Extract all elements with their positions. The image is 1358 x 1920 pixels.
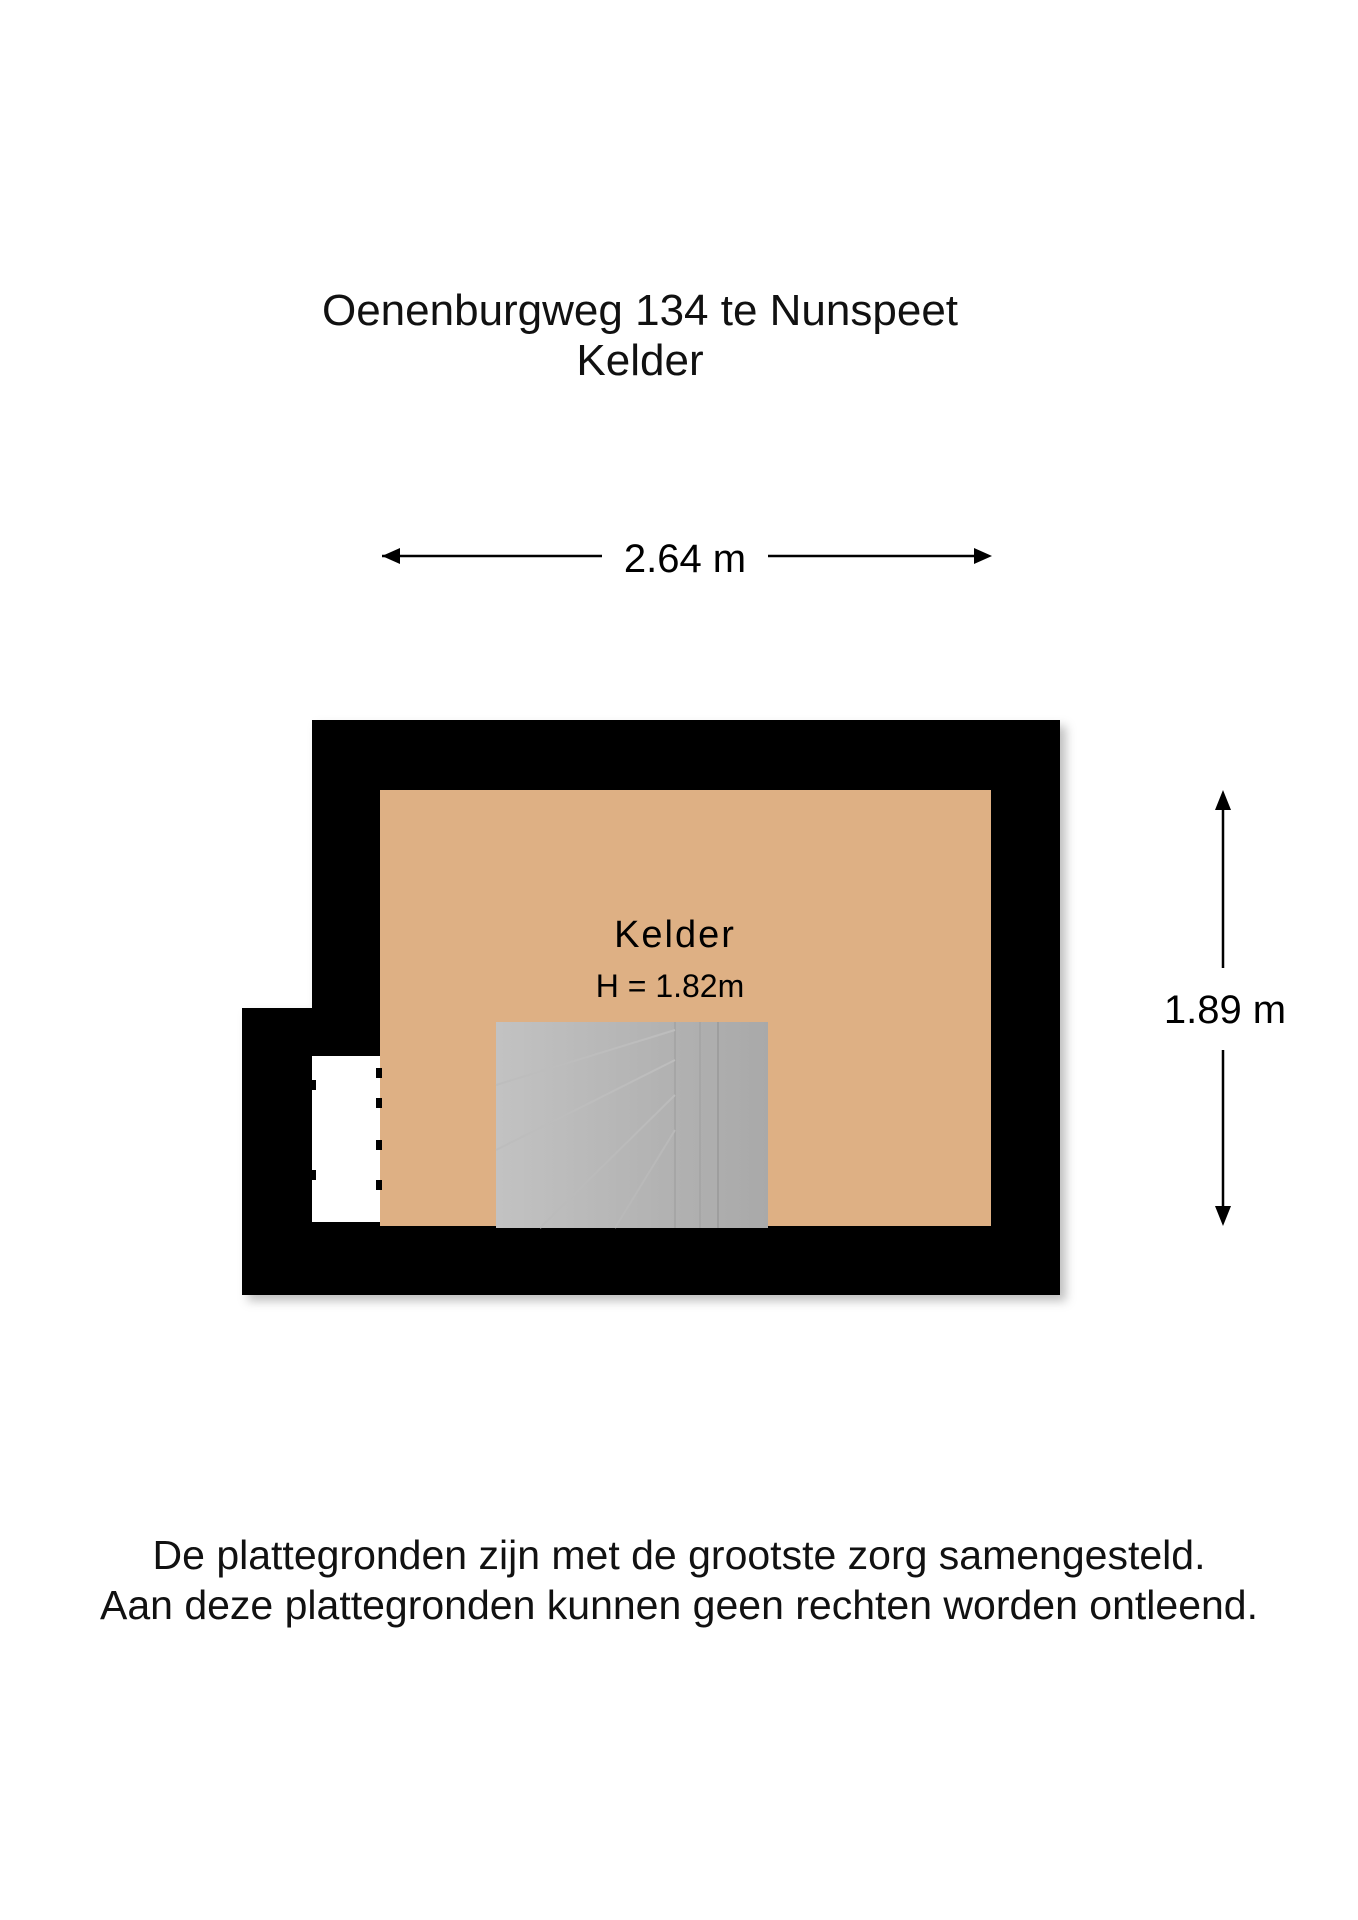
address-title: Oenenburgweg 134 te Nunspeet <box>321 286 959 335</box>
room-ceiling-height: H = 1.82m <box>595 968 745 1004</box>
height-dimension <box>1164 790 1286 1226</box>
room-name: Kelder <box>614 914 736 956</box>
stairs <box>496 1022 768 1228</box>
door-opening <box>310 1056 382 1222</box>
arrow-left-icon <box>382 548 400 564</box>
arrow-right-icon <box>974 548 992 564</box>
arrow-down-icon <box>1215 1206 1231 1226</box>
height-label: 1.89 m <box>1163 988 1287 1032</box>
disclaimer-line-1: De plattegronden zijn met de grootste zorg samengesteld. <box>152 1532 1206 1578</box>
arrow-up-icon <box>1215 790 1231 810</box>
width-label: 2.64 m <box>623 537 747 581</box>
floor-title: Kelder <box>576 336 704 385</box>
disclaimer-line-2: Aan deze plattegronden kunnen geen rechten worden ontleend. <box>99 1582 1258 1628</box>
width-dimension <box>382 537 992 581</box>
